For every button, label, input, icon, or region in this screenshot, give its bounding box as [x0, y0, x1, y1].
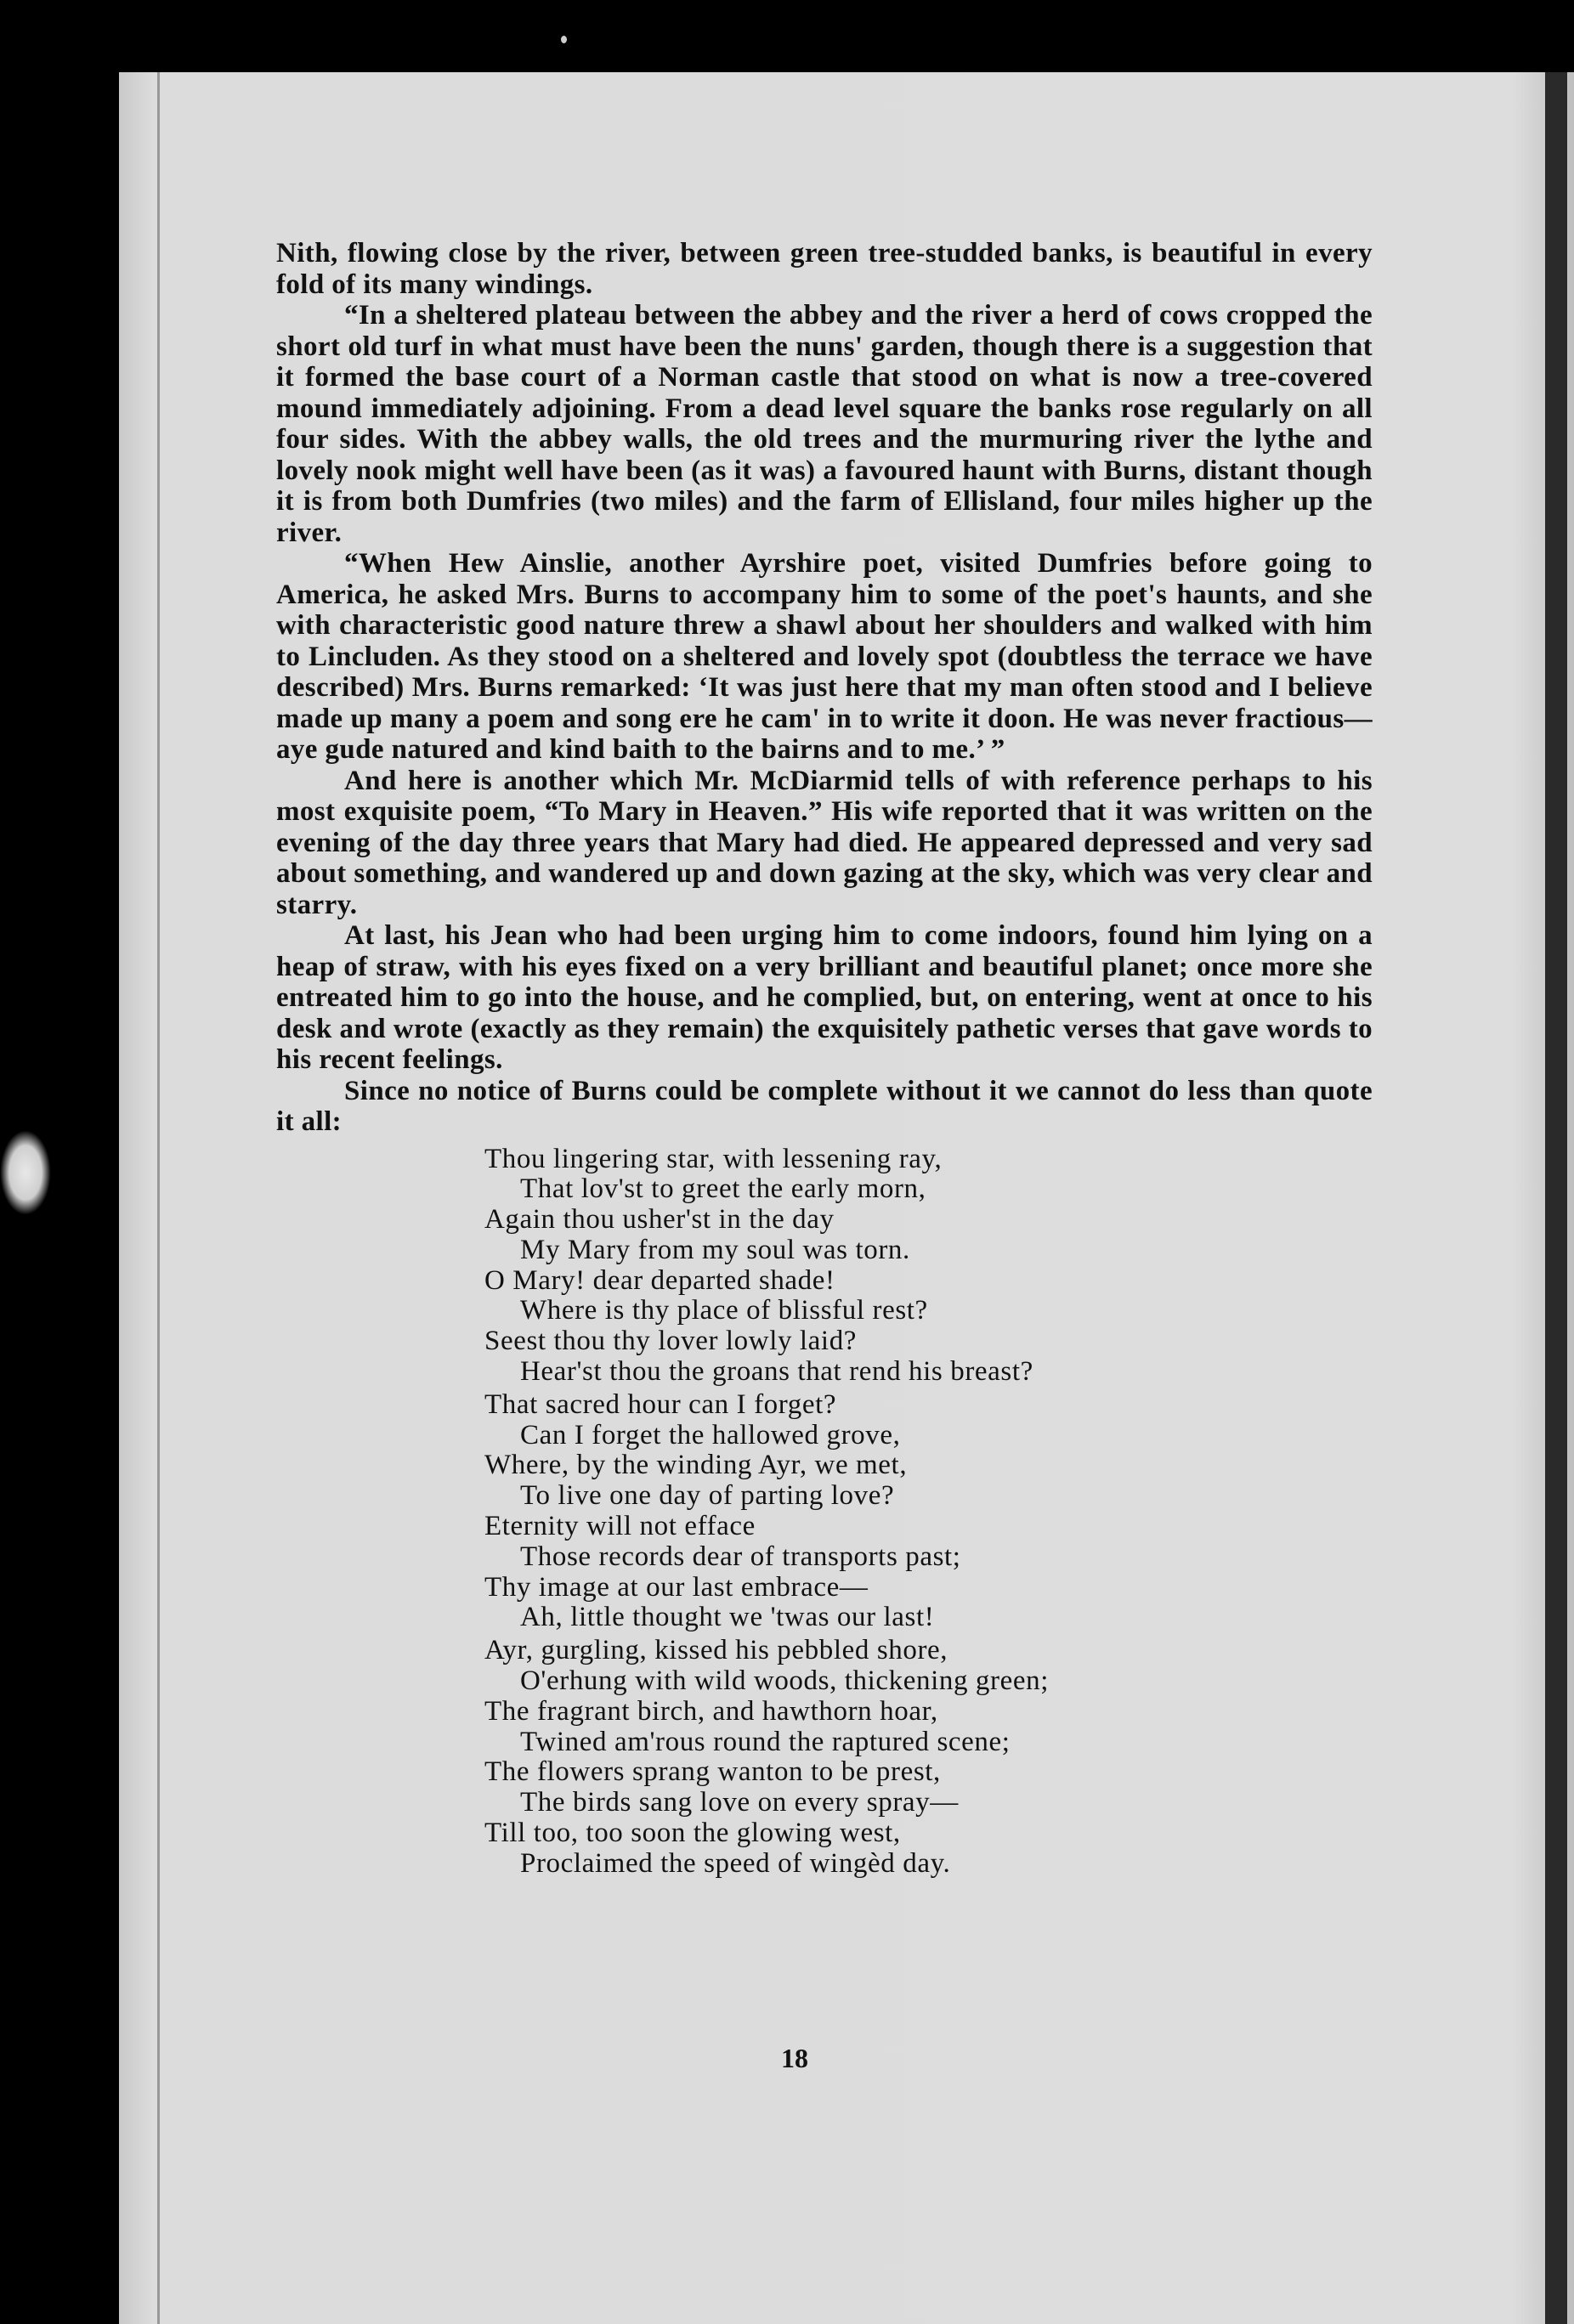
page-number: 18: [781, 2043, 808, 2073]
poem-line: O'erhung with wild woods, thickening green;: [520, 1665, 1049, 1697]
paragraph: At last, his Jean who had been urging him to come indoors, found him lying on a heap of straw, with his eyes fixed on a very brilliant and beautiful planet; once more she entreated him to go into the house, and he complied, but, on entering, went at once to his desk and wrote (exactly as they remain) the exquisitely pathetic verses that gave words to his recent feelings.: [276, 920, 1373, 1075]
poem-line: Thy image at our last embrace—: [484, 1571, 869, 1603]
paragraph: Since no notice of Burns could be complete without it we cannot do less than quote it all:: [276, 1075, 1373, 1137]
poem-line: Can I forget the hallowed grove,: [520, 1419, 901, 1450]
poem-line: My Mary from my soul was torn.: [520, 1234, 910, 1265]
poem-line: Eternity will not efface: [484, 1511, 756, 1542]
poem-line: Ah, little thought we 'twas our last!: [520, 1602, 935, 1633]
poem-line: Again thou usher'st in the day: [484, 1204, 835, 1236]
poem-line: Those records dear of transports past;: [520, 1541, 961, 1572]
poem-line: Where, by the winding Ayr, we met,: [484, 1450, 908, 1481]
page-right-edge: [1545, 72, 1567, 2324]
poem-line: That sacred hour can I forget?: [484, 1388, 837, 1420]
poem-line: Thou lingering star, with lessening ray,: [484, 1143, 943, 1174]
poem-line: Till too, too soon the glowing west,: [484, 1818, 901, 1849]
poem-line: The flowers sprang wanton to be prest,: [484, 1756, 941, 1788]
paragraph: And here is another which Mr. McDiarmid tells of with reference perhaps to his most exquisite poem, “To Mary in Heaven.” His wife reported that it was written on the evening of the day three years that Mary had died. He appeared depressed and very sad about something, and wandered up and down gazing at the sky, which was very clear and starry.: [276, 765, 1373, 920]
poem-line: Ayr, gurgling, kissed his pebbled shore,: [484, 1635, 948, 1666]
poem-line: That lov'st to greet the early morn,: [520, 1173, 926, 1205]
poem-line: Where is thy place of blissful rest?: [520, 1295, 928, 1326]
poem-line: O Mary! dear departed shade!: [484, 1264, 835, 1296]
poem-line: To live one day of parting love?: [520, 1480, 895, 1512]
poem-line: Proclaimed the speed of wingèd day.: [520, 1847, 951, 1879]
paragraph: “When Hew Ainslie, another Ayrshire poet, visited Dumfries before going to America, he asked Mrs. Burns to accompany him to some of the poet's haunts, and she with characteristic good nature threw a shawl about her shoulders and walked with him to Lincluden. As they stood on a sheltered and lovely spot (doubtless the terrace we have described) Mrs. Burns remarked: ‘It was just here that my man often stood and I believe made up many a poem and song ere he cam' in to write it doon. He was never fractious—aye gude natured and kind baith to the bairns and to me.’ ”: [276, 548, 1373, 765]
body-text: [276, 238, 1373, 1882]
poem-line: Hear'st thou the groans that rend his breast?: [520, 1356, 1033, 1388]
scan-smudge: [0, 1130, 51, 1215]
poem-stanza: [484, 1390, 1373, 1633]
scan-speck: [561, 36, 567, 43]
poem-line: Twined am'rous round the raptured scene;: [520, 1726, 1011, 1757]
poem-line: The fragrant birch, and hawthorn hoar,: [484, 1695, 938, 1727]
poem-line: The birds sang love on every spray—: [520, 1787, 959, 1818]
binding-edge: [157, 72, 160, 2324]
poem-line: Seest thou thy lover lowly laid?: [484, 1326, 858, 1357]
poem-to-mary-in-heaven: [484, 1145, 1373, 1880]
paragraph: Nith, flowing close by the river, between green tree-studded banks, is beautiful in every fold of its many windings.: [276, 238, 1373, 300]
paragraph: “In a sheltered plateau between the abbey and the river a herd of cows cropped the short old turf in what must have been the nuns' garden, though there is a suggestion that it formed the base court of a Norman castle that stood on what is now a tree-covered mound immediately adjoining. From a dead level square the banks rose regularly on all four sides. With the abbey walls, the old trees and the murmuring river the lythe and lovely nook might well have been (as it was) a favoured haunt with Burns, distant though it is from both Dumfries (two miles) and the farm of Ellisland, four miles higher up the river.: [276, 300, 1373, 548]
poem-stanza: [484, 1636, 1373, 1879]
poem-stanza: [484, 1145, 1373, 1388]
